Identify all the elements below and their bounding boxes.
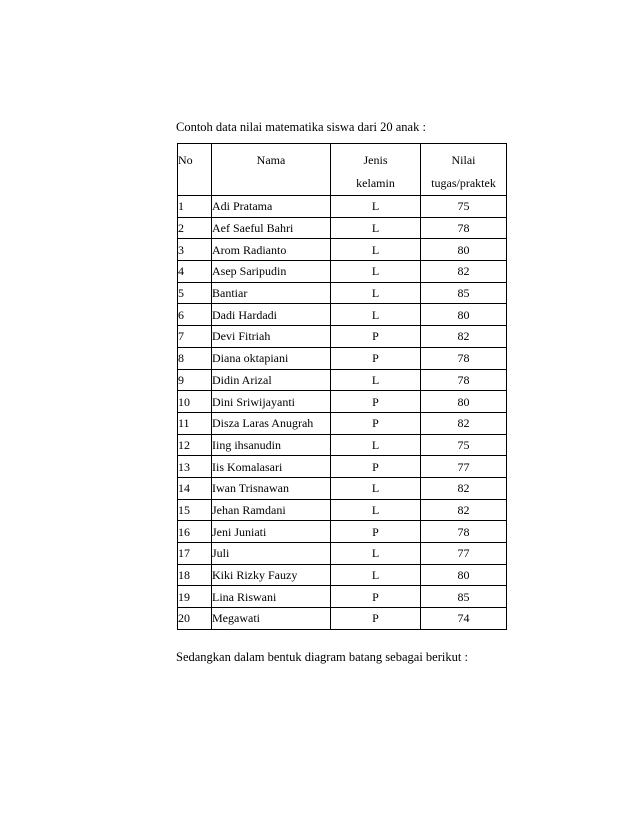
cell-name: Iis Komalasari — [212, 456, 331, 478]
cell-no: 12 — [178, 434, 212, 456]
cell-sex: L — [331, 282, 421, 304]
cell-name: Diana oktapiani — [212, 347, 331, 369]
cell-name: Asep Saripudin — [212, 261, 331, 283]
header-sex-line2: kelamin — [356, 176, 395, 190]
cell-no: 19 — [178, 586, 212, 608]
cell-score: 82 — [421, 499, 507, 521]
table-row — [178, 391, 507, 413]
cell-score: 80 — [421, 304, 507, 326]
cell-score: 78 — [421, 217, 507, 239]
cell-no: 5 — [178, 282, 212, 304]
cell-name: Adi Pratama — [212, 196, 331, 218]
cell-no: 9 — [178, 369, 212, 391]
table-row — [178, 521, 507, 543]
cell-name: Disza Laras Anugrah — [212, 412, 331, 434]
table-row — [178, 369, 507, 391]
table-row — [178, 434, 507, 456]
table-row — [178, 543, 507, 565]
cell-score: 80 — [421, 239, 507, 261]
table-row — [178, 564, 507, 586]
cell-no: 14 — [178, 477, 212, 499]
cell-sex: L — [331, 217, 421, 239]
cell-sex: L — [331, 543, 421, 565]
table-row — [178, 261, 507, 283]
cell-sex: L — [331, 239, 421, 261]
cell-sex: P — [331, 456, 421, 478]
header-sex — [331, 144, 421, 196]
header-score-line2: tugas/praktek — [431, 176, 496, 190]
cell-name: Iwan Trisnawan — [212, 477, 331, 499]
cell-score: 77 — [421, 456, 507, 478]
table-body — [178, 196, 507, 630]
cell-sex: L — [331, 499, 421, 521]
cell-score: 78 — [421, 521, 507, 543]
cell-score: 78 — [421, 369, 507, 391]
cell-name: Bantiar — [212, 282, 331, 304]
cell-name: Jeni Juniati — [212, 521, 331, 543]
table-row — [178, 304, 507, 326]
cell-no: 11 — [178, 412, 212, 434]
table-row — [178, 412, 507, 434]
cell-score: 80 — [421, 391, 507, 413]
cell-no: 8 — [178, 347, 212, 369]
table-row — [178, 217, 507, 239]
cell-score: 78 — [421, 347, 507, 369]
table-row — [178, 347, 507, 369]
table-row — [178, 477, 507, 499]
grades-table — [177, 143, 507, 630]
header-name: Nama — [212, 144, 331, 196]
cell-no: 15 — [178, 499, 212, 521]
cell-name: Lina Riswani — [212, 586, 331, 608]
table-row — [178, 282, 507, 304]
cell-score: 85 — [421, 282, 507, 304]
cell-no: 10 — [178, 391, 212, 413]
header-score-line1: Nilai — [451, 153, 476, 167]
table-header — [178, 144, 507, 196]
table-row — [178, 586, 507, 608]
cell-sex: P — [331, 347, 421, 369]
table-row — [178, 499, 507, 521]
cell-sex: L — [331, 304, 421, 326]
cell-sex: P — [331, 608, 421, 630]
cell-sex: L — [331, 434, 421, 456]
cell-no: 17 — [178, 543, 212, 565]
cell-score: 82 — [421, 477, 507, 499]
cell-score: 74 — [421, 608, 507, 630]
cell-no: 18 — [178, 564, 212, 586]
cell-name: Didin Arizal — [212, 369, 331, 391]
cell-no: 20 — [178, 608, 212, 630]
cell-score: 80 — [421, 564, 507, 586]
cell-sex: L — [331, 196, 421, 218]
table-row — [178, 326, 507, 348]
cell-name: Kiki Rizky Fauzy — [212, 564, 331, 586]
cell-name: Juli — [212, 543, 331, 565]
intro-paragraph: Contoh data nilai matematika siswa dari 20 anak : — [176, 120, 426, 134]
cell-no: 4 — [178, 261, 212, 283]
cell-no: 16 — [178, 521, 212, 543]
cell-name: Arom Radianto — [212, 239, 331, 261]
cell-name: Devi Fitriah — [212, 326, 331, 348]
outro-paragraph: Sedangkan dalam bentuk diagram batang sebagai berikut : — [176, 650, 468, 664]
cell-score: 82 — [421, 326, 507, 348]
cell-score: 85 — [421, 586, 507, 608]
cell-no: 2 — [178, 217, 212, 239]
cell-score: 75 — [421, 196, 507, 218]
table-row — [178, 608, 507, 630]
cell-no: 13 — [178, 456, 212, 478]
table-row — [178, 456, 507, 478]
header-no: No — [178, 144, 212, 196]
cell-sex: P — [331, 586, 421, 608]
cell-score: 75 — [421, 434, 507, 456]
cell-sex: L — [331, 477, 421, 499]
cell-sex: L — [331, 564, 421, 586]
cell-sex: P — [331, 326, 421, 348]
cell-score: 82 — [421, 412, 507, 434]
cell-no: 1 — [178, 196, 212, 218]
cell-name: Aef Saeful Bahri — [212, 217, 331, 239]
cell-score: 77 — [421, 543, 507, 565]
cell-name: Jehan Ramdani — [212, 499, 331, 521]
cell-name: Dadi Hardadi — [212, 304, 331, 326]
cell-sex: P — [331, 521, 421, 543]
table-row — [178, 239, 507, 261]
header-sex-line1: Jenis — [363, 153, 388, 167]
cell-sex: L — [331, 261, 421, 283]
table-row — [178, 196, 507, 218]
cell-no: 7 — [178, 326, 212, 348]
cell-name: Megawati — [212, 608, 331, 630]
cell-score: 82 — [421, 261, 507, 283]
header-score — [421, 144, 507, 196]
cell-no: 6 — [178, 304, 212, 326]
cell-sex: L — [331, 369, 421, 391]
cell-sex: P — [331, 391, 421, 413]
cell-name: Iing ihsanudin — [212, 434, 331, 456]
cell-sex: P — [331, 412, 421, 434]
cell-no: 3 — [178, 239, 212, 261]
cell-name: Dini Sriwijayanti — [212, 391, 331, 413]
